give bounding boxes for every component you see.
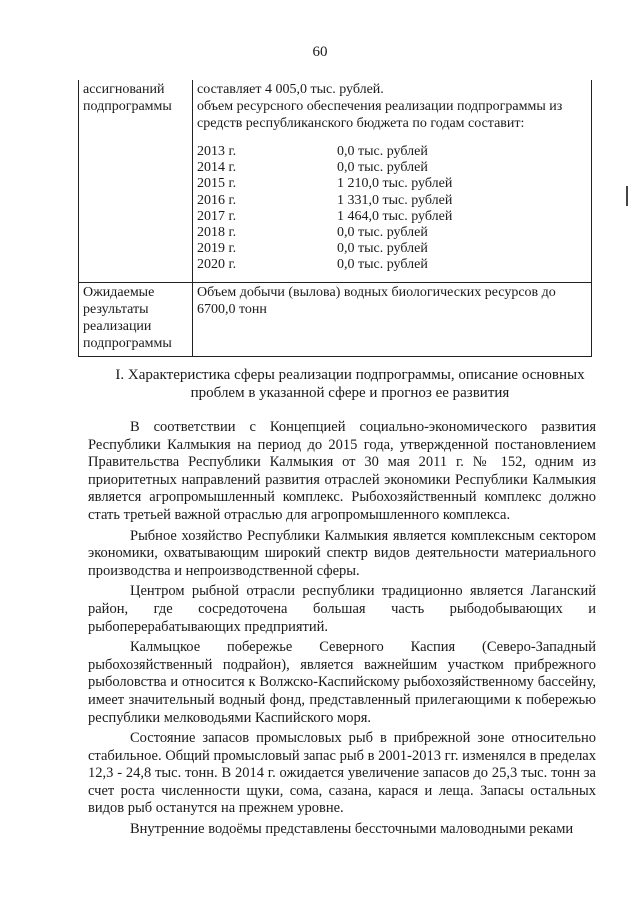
- year-label: 2017 г.: [197, 208, 237, 224]
- year-label: 2020 г.: [197, 257, 237, 273]
- year-label: 2014 г.: [197, 160, 237, 176]
- year-value: 0,0 тыс. рублей: [337, 241, 428, 257]
- year-row: [197, 241, 587, 257]
- paragraph: Состояние запасов промысловых рыб в прибрежной зоне относительно стабильное. Общий промысловый запас рыб в 2001-2013 гг. изменялся в пределах 12,3 - 24,8 тыс. тонн. В 2014 г. ожидается увеличение запасов до 25,3 тыс. тонн за счет роста численности щуки, сома, сазана, карася и леща. Запасы остальных видов рыб останутся на прежнем уровне.: [88, 730, 596, 817]
- year-row: [197, 209, 587, 225]
- year-row: [197, 160, 587, 176]
- year-value: 0,0 тыс. рублей: [337, 257, 428, 273]
- margin-mark: [626, 186, 628, 206]
- paragraph: Рыбное хозяйство Республики Калмыкия является комплексным сектором экономики, охватывающим широкий спектр видов деятельности материального производства и непроизводственной сферы.: [88, 527, 596, 579]
- year-value: 0,0 тыс. рублей: [337, 144, 428, 159]
- page-number: 60: [312, 44, 328, 60]
- year-label: 2019 г.: [197, 241, 237, 257]
- paragraph: Внутренние водоёмы представлены бессточными маловодными реками: [130, 821, 574, 838]
- year-row: [197, 144, 587, 160]
- paragraph: Калмыцкое побережье Северного Каспия (Северо-Западный рыбохозяйственный подрайон), является важнейшим участком прибрежного рыболовства и относится к Волжско-Каспийскому рыбохозяйственному бассейну, имеет значительный водный фонд, представленный прилегающими к побережью республики мелководьями Каспийского моря.: [88, 639, 596, 726]
- table-row-results: [79, 283, 592, 357]
- year-label: 2013 г.: [197, 144, 237, 159]
- funding-cell: [193, 80, 592, 283]
- year-row: [197, 193, 587, 209]
- funding-label: ассигнований подпрограммы: [79, 80, 193, 283]
- section-heading: I. Характеристика сферы реализации подпрограммы, описание основных проблем в указанной сфере и прогноз ее развития: [115, 367, 585, 401]
- funding-description-text: объем ресурсного обеспечения реализации подпрограммы из средств республиканского бюджета по годам составит:: [197, 99, 563, 131]
- table-row-funding: [79, 80, 592, 283]
- results-label: Ожидаемые результаты реализации подпрограммы: [79, 283, 193, 357]
- year-row: [197, 257, 587, 273]
- year-value: 0,0 тыс. рублей: [337, 225, 428, 241]
- year-row: [197, 225, 587, 241]
- year-value: 1 331,0 тыс. рублей: [337, 192, 453, 208]
- body-text: [88, 419, 596, 842]
- year-row: [197, 176, 587, 192]
- paragraph: В соответствии с Концепцией социально-экономического развития Республики Калмыкия на период до 2015 года, утвержденной постановлением Правительства Республики Калмыкия от 30 мая 2011 г. № 152, одним из приоритетных направлений развития отраслей экономики Республики Калмыкия является агропромышленный комплекс. Рыбохозяйственный комплекс должно стать третьей важной отраслью для агропромышленного комплекса.: [88, 419, 596, 523]
- results-text: Объем добычи (вылова) водных биологических ресурсов до 6700,0 тонн: [193, 283, 592, 357]
- paragraph: Центром рыбной отрасли республики традиционно является Лаганский район, где сосредоточена большая часть рыбодобывающих и рыбоперерабатывающих предприятий.: [88, 583, 596, 635]
- year-value: 1 210,0 тыс. рублей: [337, 176, 453, 192]
- year-value: 0,0 тыс. рублей: [337, 160, 428, 176]
- subprogram-passport-table: [78, 80, 592, 357]
- funding-total-text: составляет 4 005,0 тыс. рублей.: [197, 82, 384, 97]
- year-label: 2016 г.: [197, 192, 237, 208]
- year-label: 2015 г.: [197, 176, 237, 192]
- funding-by-year-list: [197, 144, 587, 274]
- year-value: 1 464,0 тыс. рублей: [337, 208, 453, 224]
- year-label: 2018 г.: [197, 225, 237, 241]
